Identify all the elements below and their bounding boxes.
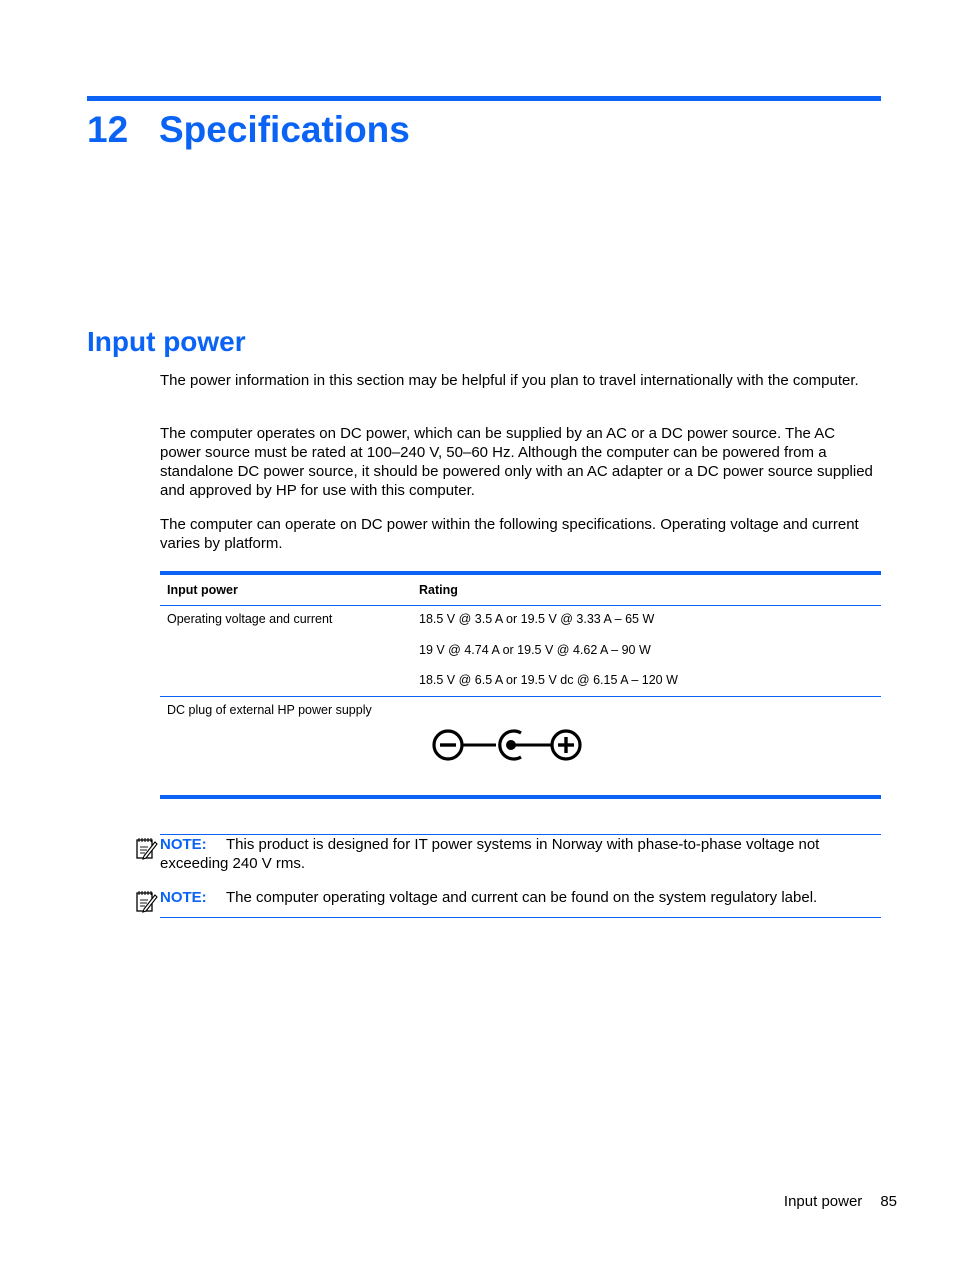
note-norway bbox=[160, 835, 875, 873]
table-row-label: Operating voltage and current bbox=[167, 612, 333, 626]
rating-120w: 18.5 V @ 6.5 A or 19.5 V dc @ 6.15 A – 120 W bbox=[419, 673, 678, 687]
footer-section: Input power bbox=[783, 1193, 863, 1210]
table-top-rule bbox=[160, 571, 881, 575]
table-header-rating: Rating bbox=[419, 583, 458, 597]
chapter-title bbox=[87, 104, 410, 156]
table-bottom-rule bbox=[160, 795, 881, 799]
note-label: NOTE: bbox=[160, 889, 207, 906]
note-bottom-rule bbox=[160, 917, 881, 918]
page-footer bbox=[784, 1192, 897, 1211]
table-header-rule bbox=[160, 605, 881, 606]
note-text: This product is designed for IT power systems in Norway with phase-to-phase voltage not exceeding 240 V rms. bbox=[160, 836, 820, 872]
dc-polarity-icon bbox=[430, 726, 586, 764]
chapter-title-text: Specifications bbox=[159, 109, 410, 150]
note-pad-icon bbox=[134, 889, 160, 915]
table-row-rule bbox=[160, 696, 881, 697]
rating-65w: 18.5 V @ 3.5 A or 19.5 V @ 3.33 A – 65 W bbox=[419, 612, 655, 626]
paragraph-intro: The power information in this section may be helpful if you plan to travel internationally with the computer. bbox=[160, 372, 859, 389]
paragraph-specs: The computer can operate on DC power within the following specifications. Operating voltage and current varies by platform. bbox=[160, 516, 859, 552]
note-regulatory-label bbox=[160, 888, 875, 907]
table-header-input-power: Input power bbox=[167, 583, 238, 597]
chapter-number: 12 bbox=[87, 109, 129, 150]
note-label: NOTE: bbox=[160, 836, 207, 853]
paragraph-dc-power: The computer operates on DC power, which can be supplied by an AC or a DC power source. The AC power source must be rated at 100–240 V, 50–60 Hz. Although the computer can be powered from a standalone DC power source, it should be powered only with an AC adapter or a DC power source supplied and approved by HP for use with this computer. bbox=[160, 425, 873, 499]
chapter-rule bbox=[87, 96, 881, 101]
section-title: Input power bbox=[87, 326, 246, 357]
note-pad-icon bbox=[134, 836, 160, 862]
table-row-label: DC plug of external HP power supply bbox=[167, 703, 372, 717]
note-text: The computer operating voltage and current can be found on the system regulatory label. bbox=[226, 889, 818, 906]
page-number: 85 bbox=[880, 1193, 897, 1210]
rating-90w: 19 V @ 4.74 A or 19.5 V @ 4.62 A – 90 W bbox=[419, 643, 651, 657]
